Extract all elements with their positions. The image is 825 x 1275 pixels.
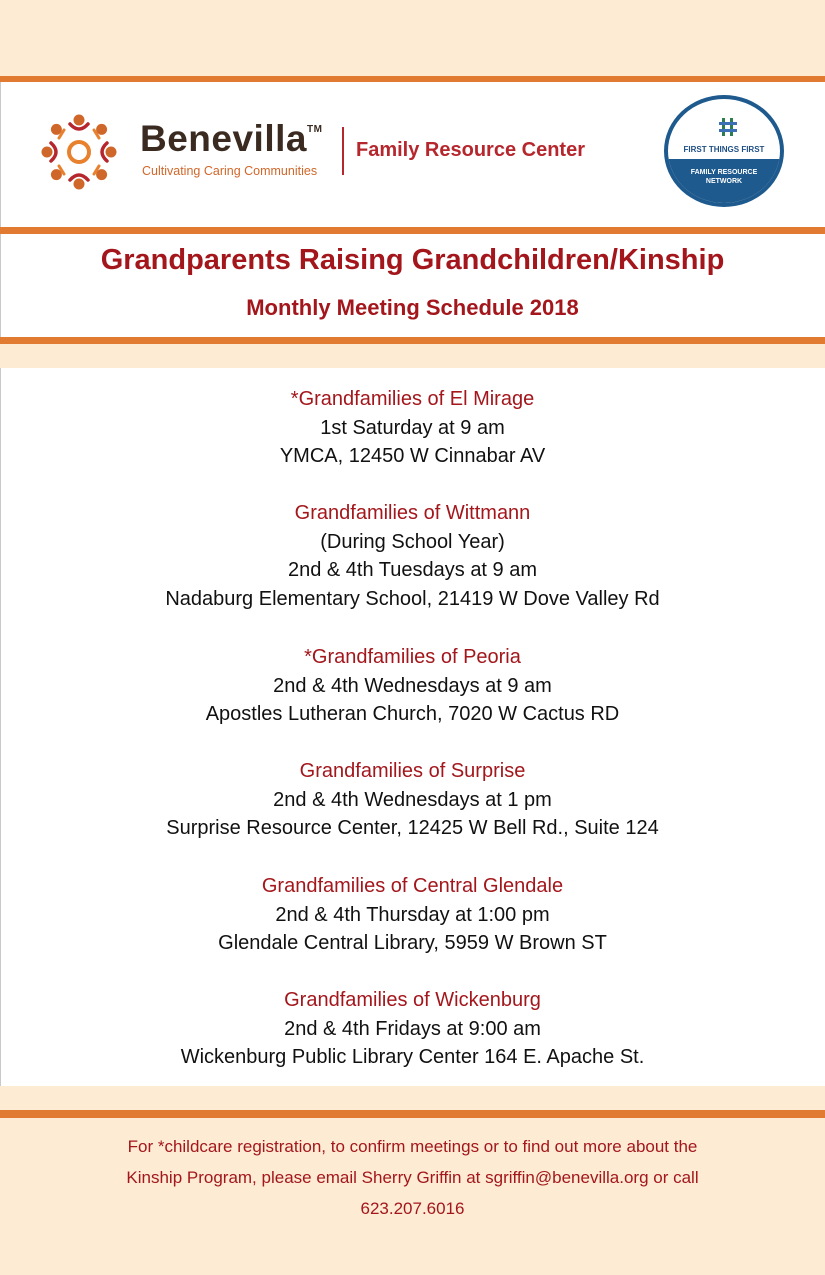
ftf-title: FIRST THINGS FIRST: [683, 145, 765, 154]
ftf-network-line: NETWORK: [705, 178, 743, 185]
ftf-network-band: [668, 159, 780, 207]
meeting-detail: 2nd & 4th Wednesdays at 9 am: [273, 674, 552, 697]
meeting-name: Grandfamilies of Surprise: [299, 760, 526, 782]
divider-line: [0, 337, 825, 344]
meeting-entry: [0, 986, 825, 1072]
brand-divider: [342, 127, 344, 175]
trademark-mark: TM: [306, 124, 323, 135]
meeting-entry: [0, 643, 825, 729]
first-things-first-badge: [664, 95, 784, 207]
meeting-detail: Nadaburg Elementary School, 21419 W Dove Valley Rd: [165, 588, 660, 611]
meeting-detail: Apostles Lutheran Church, 7020 W Cactus RD: [205, 703, 620, 726]
meeting-name: Grandfamilies of Wittmann: [294, 502, 531, 524]
contact-phone: 623.207.6016: [360, 1199, 465, 1218]
page-subtitle: Monthly Meeting Schedule 2018: [246, 295, 579, 320]
meeting-name: Grandfamilies of Central Glendale: [261, 875, 564, 897]
meeting-name: Grandfamilies of Wickenburg: [284, 989, 541, 1011]
spacer: [0, 1086, 825, 1110]
contact-line: For *childcare registration, to confirm meetings or to find out more about the: [127, 1137, 698, 1156]
meeting-detail: Wickenburg Public Library Center 164 E. Apache St.: [180, 1046, 645, 1069]
meeting-detail: Surprise Resource Center, 12425 W Bell Rd., Suite 124: [166, 817, 659, 840]
meeting-entry: [0, 385, 825, 471]
ftf-network-line: FAMILY RESOURCE: [690, 169, 758, 176]
meeting-detail: YMCA, 12450 W Cinnabar AV: [279, 445, 546, 468]
benevilla-logo-icon: [34, 107, 124, 197]
meeting-detail: 2nd & 4th Fridays at 9:00 am: [284, 1017, 541, 1040]
grid-icon: [718, 117, 738, 137]
meeting-detail: (During School Year): [320, 530, 505, 553]
contact-info: [0, 1131, 825, 1224]
brand-tagline: Cultivating Caring Communities: [142, 164, 318, 178]
meeting-detail: 2nd & 4th Thursday at 1:00 pm: [275, 903, 550, 926]
divider-line: [0, 1110, 825, 1118]
meeting-name: *Grandfamilies of Peoria: [304, 646, 521, 668]
meeting-detail: 1st Saturday at 9 am: [320, 416, 505, 439]
meeting-entry: [0, 499, 825, 614]
meeting-detail: 2nd & 4th Wednesdays at 1 pm: [273, 788, 552, 811]
meeting-entry: [0, 872, 825, 958]
family-resource-center-label: Family Resource Center: [356, 139, 585, 161]
meeting-entry: [0, 757, 825, 843]
meeting-detail: Glendale Central Library, 5959 W Brown ST: [218, 932, 607, 955]
brand-name: Benevilla™: [140, 118, 323, 159]
divider-line: [0, 227, 825, 234]
page-title: Grandparents Raising Grandchildren/Kinship: [100, 244, 725, 276]
meeting-detail: 2nd & 4th Tuesdays at 9 am: [287, 559, 538, 582]
top-margin: [0, 0, 825, 76]
contact-line: Kinship Program, please email Sherry Griffin at sgriffin@benevilla.org or call: [126, 1168, 699, 1187]
meeting-name: *Grandfamilies of El Mirage: [290, 388, 535, 410]
spacer: [0, 344, 825, 368]
